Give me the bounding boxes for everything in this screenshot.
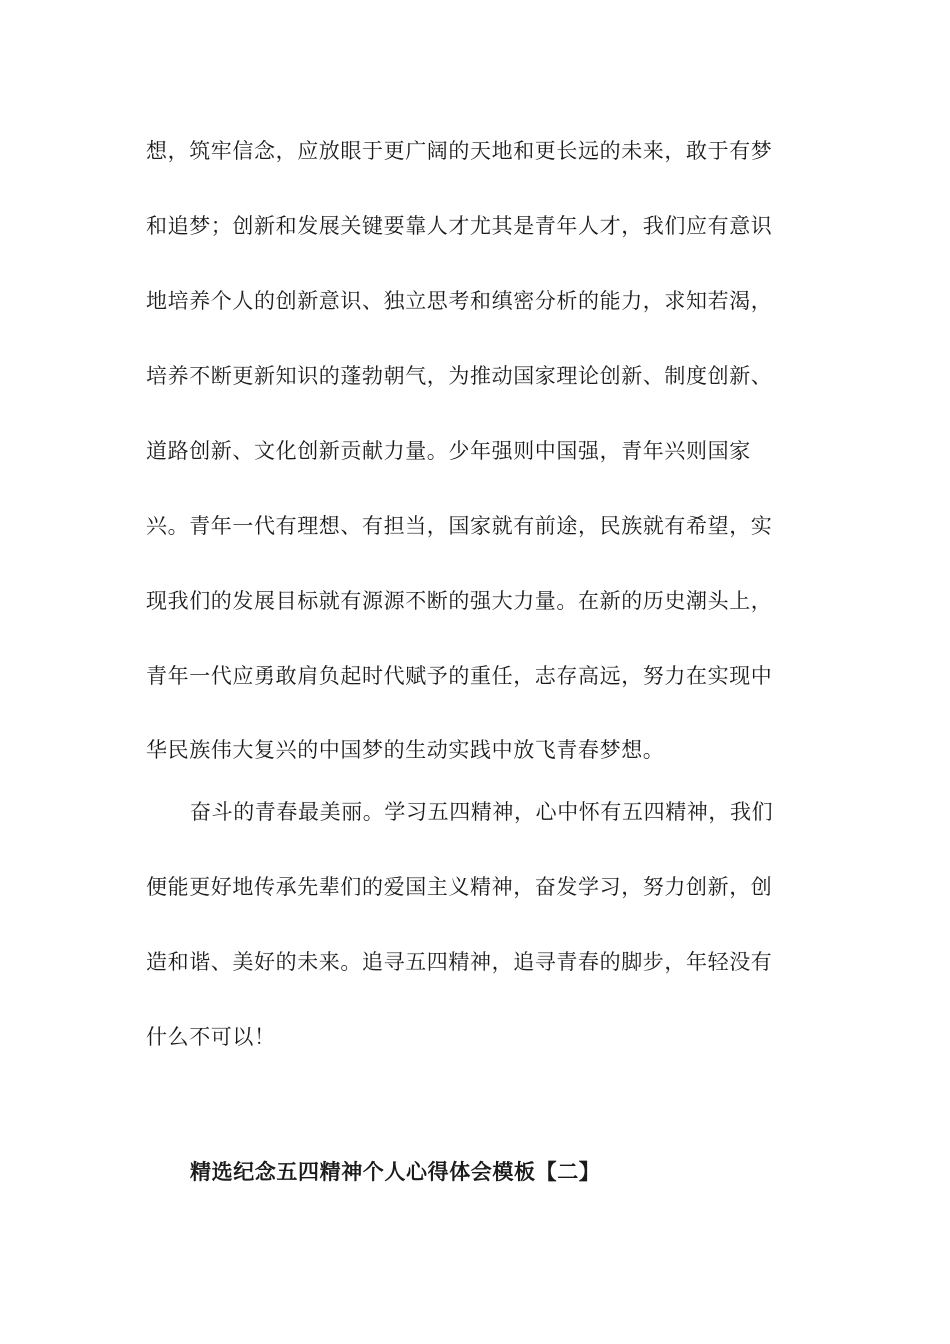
section-heading: 精选纪念五四精神个人心得体会模板【二】 xyxy=(190,1159,601,1184)
paragraph-line: 想，筑牢信念，应放眼于更广阔的天地和更长远的未来，敢于有梦 xyxy=(146,139,773,163)
paragraph-line: 华民族伟大复兴的中国梦的生动实践中放飞青春梦想。 xyxy=(146,738,665,762)
paragraph-line: 现我们的发展目标就有源源不断的强大力量。在新的历史潮头上， xyxy=(146,589,773,613)
paragraph-line: 和追梦；创新和发展关键要靠人才尤其是青年人才，我们应有意识 xyxy=(146,214,773,238)
paragraph-line: 培养不断更新知识的蓬勃朝气，为推动国家理论创新、制度创新、 xyxy=(146,364,773,388)
paragraph-line: 造和谐、美好的未来。追寻五四精神，追寻青春的脚步，年轻没有 xyxy=(146,950,773,974)
paragraph-line: 便能更好地传承先辈们的爱国主义精神，奋发学习，努力创新，创 xyxy=(146,875,773,899)
paragraph-line: 地培养个人的创新意识、独立思考和缜密分析的能力，求知若渴， xyxy=(146,289,773,313)
paragraph-line: 什么不可以！ xyxy=(146,1025,276,1049)
paragraph-line: 兴。青年一代有理想、有担当，国家就有前途，民族就有希望，实 xyxy=(146,514,773,538)
paragraph-line: 道路创新、文化创新贡献力量。少年强则中国强，青年兴则国家 xyxy=(146,439,751,463)
paragraph-line: 奋斗的青春最美丽。学习五四精神，心中怀有五四精神，我们 xyxy=(190,800,774,824)
paragraph-line: 青年一代应勇敢肩负起时代赋予的重任，志存高远，努力在实现中 xyxy=(146,664,773,688)
